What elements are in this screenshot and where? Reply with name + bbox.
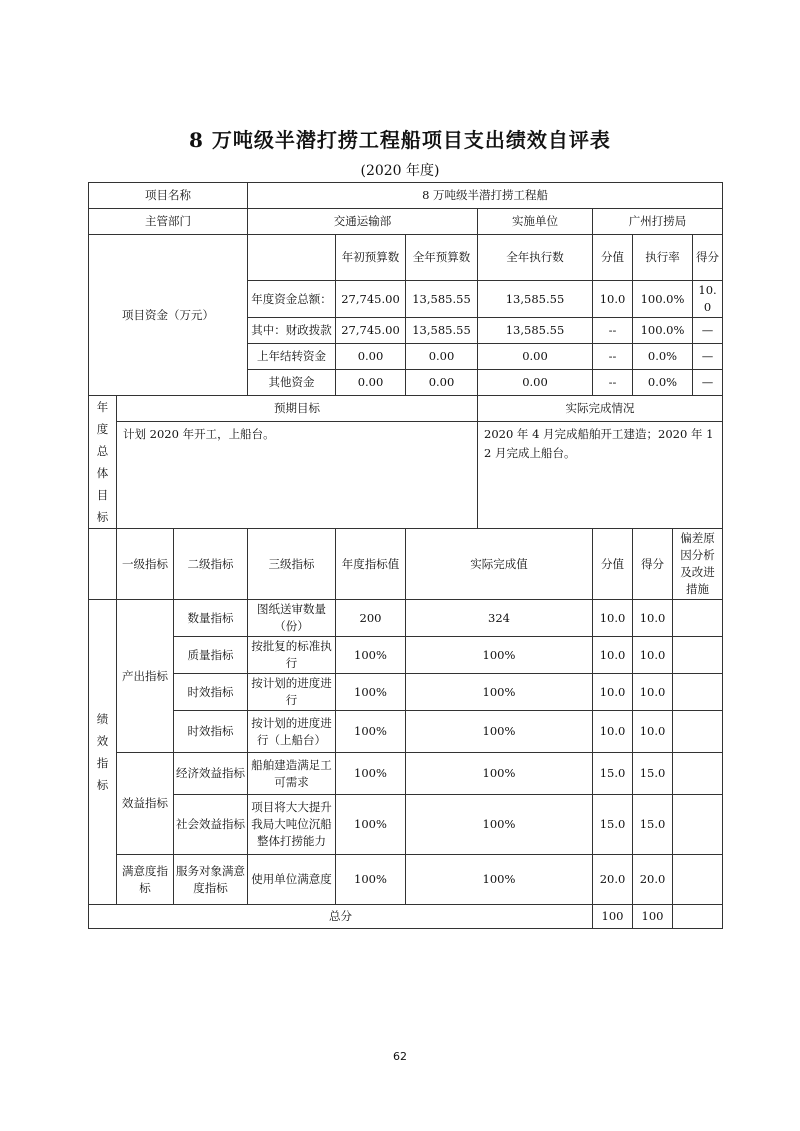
project-name-label: 项目名称 (89, 183, 248, 209)
level1-satisfaction: 满意度指标 (117, 855, 174, 905)
funds-row-annual: 13,585.55 (406, 318, 478, 344)
level1-benefit: 效益指标 (117, 753, 174, 855)
indicator-score: 20.0 (633, 855, 673, 905)
indicator-row (89, 711, 723, 753)
funds-row-rate: 100.0% (633, 281, 693, 318)
funds-row-executed: 0.00 (478, 344, 593, 370)
department-label: 主管部门 (89, 209, 248, 235)
funds-label: 项目资金（万元） (89, 235, 248, 396)
indicator-note (673, 674, 723, 711)
total-note (673, 905, 723, 929)
indicator-level2: 数量指标 (174, 600, 248, 637)
indicator-level3: 船舶建造满足工可需求 (248, 753, 336, 795)
funds-row-score-value: -- (593, 370, 633, 396)
funds-row-name: 年度资金总额： (248, 281, 336, 318)
actual-completion-label: 实际完成情况 (478, 396, 723, 422)
indicator-note (673, 753, 723, 795)
indicator-note (673, 600, 723, 637)
indicator-actual: 100% (406, 637, 593, 674)
indicator-target: 100% (336, 795, 406, 855)
indicator-actual: 100% (406, 711, 593, 753)
header-note: 偏差原因分析及改进措施 (673, 529, 723, 600)
funds-row-rate: 0.0% (633, 344, 693, 370)
indicator-target: 100% (336, 855, 406, 905)
indicator-value: 20.0 (593, 855, 633, 905)
indicator-target: 100% (336, 711, 406, 753)
indicator-score: 10.0 (633, 637, 673, 674)
indicator-value: 10.0 (593, 711, 633, 753)
indicator-actual: 100% (406, 795, 593, 855)
funds-header-row (89, 235, 723, 281)
indicator-level2: 经济效益指标 (174, 753, 248, 795)
indicator-target: 100% (336, 637, 406, 674)
indicator-row (89, 753, 723, 795)
project-name-value: 8 万吨级半潜打捞工程船 (248, 183, 723, 209)
header-value: 分值 (593, 529, 633, 600)
indicator-score: 15.0 (633, 753, 673, 795)
indicator-row (89, 855, 723, 905)
indicators-label: 绩效指标 (89, 600, 117, 905)
funds-row-initial: 27,745.00 (336, 281, 406, 318)
indicator-level3: 按批复的标准执行 (248, 637, 336, 674)
indicator-score: 10.0 (633, 674, 673, 711)
indicator-target: 100% (336, 753, 406, 795)
indicator-actual: 100% (406, 855, 593, 905)
indicator-level3: 图纸送审数量（份） (248, 600, 336, 637)
funds-row-score-value: -- (593, 344, 633, 370)
actual-completion-text: 2020 年 4 月完成船舶开工建造；2020 年 12 月完成上船台。 (478, 421, 723, 528)
funds-row-executed: 0.00 (478, 370, 593, 396)
indicator-value: 15.0 (593, 795, 633, 855)
department-value: 交通运输部 (248, 209, 478, 235)
total-row (89, 905, 723, 929)
header-actual: 实际完成值 (406, 529, 593, 600)
funds-row-executed: 13,585.55 (478, 281, 593, 318)
indicator-actual: 324 (406, 600, 593, 637)
indicator-row (89, 637, 723, 674)
indicator-note (673, 711, 723, 753)
implementing-unit-value: 广州打捞局 (593, 209, 723, 235)
funds-row-score: — (693, 344, 723, 370)
indicators-header-row (89, 529, 723, 600)
funds-header-annual: 全年预算数 (406, 235, 478, 281)
funds-row-score: — (693, 370, 723, 396)
funds-row-rate: 100.0% (633, 318, 693, 344)
funds-row-initial: 27,745.00 (336, 318, 406, 344)
indicator-note (673, 637, 723, 674)
funds-header-rate: 执行率 (633, 235, 693, 281)
funds-row-score-value: 10.0 (593, 281, 633, 318)
funds-row-name: 其他资金 (248, 370, 336, 396)
header-level2: 二级指标 (174, 529, 248, 600)
funds-header-executed: 全年执行数 (478, 235, 593, 281)
indicator-target: 200 (336, 600, 406, 637)
document-title: 8 万吨级半潜打捞工程船项目支出绩效自评表 (189, 128, 611, 152)
indicator-row (89, 600, 723, 637)
indicator-score: 15.0 (633, 795, 673, 855)
implementing-unit-label: 实施单位 (478, 209, 593, 235)
indicator-score: 10.0 (633, 600, 673, 637)
indicator-value: 10.0 (593, 674, 633, 711)
indicator-row (89, 795, 723, 855)
indicator-level2: 时效指标 (174, 674, 248, 711)
indicator-level3: 按计划的进度进行 (248, 674, 336, 711)
indicator-level2: 质量指标 (174, 637, 248, 674)
funds-row-score: 10.0 (693, 281, 723, 318)
indicator-level3: 按计划的进度进行（上船台） (248, 711, 336, 753)
indicator-score: 10.0 (633, 711, 673, 753)
expected-goal-label: 预期目标 (117, 396, 478, 422)
funds-row-initial: 0.00 (336, 370, 406, 396)
expected-goal-text: 计划 2020 年开工，上船台。 (117, 421, 478, 528)
goals-header-row (89, 396, 723, 422)
indicator-level3: 项目将大大提升我局大吨位沉船整体打捞能力 (248, 795, 336, 855)
funds-row-rate: 0.0% (633, 370, 693, 396)
funds-row-name: 上年结转资金 (248, 344, 336, 370)
indicator-actual: 100% (406, 674, 593, 711)
level1-output: 产出指标 (117, 600, 174, 753)
page-number: 62 (393, 1050, 407, 1063)
indicator-value: 10.0 (593, 600, 633, 637)
funds-row-score-value: -- (593, 318, 633, 344)
funds-row-name: 其中：财政拨款 (248, 318, 336, 344)
indicator-target: 100% (336, 674, 406, 711)
header-level3: 三级指标 (248, 529, 336, 600)
funds-header-blank (248, 235, 336, 281)
project-name-row (89, 183, 723, 209)
evaluation-table (88, 182, 723, 929)
funds-row-annual: 0.00 (406, 370, 478, 396)
funds-row-executed: 13,585.55 (478, 318, 593, 344)
indicator-note (673, 795, 723, 855)
funds-row-annual: 0.00 (406, 344, 478, 370)
goals-content-row (89, 421, 723, 528)
total-score: 100 (633, 905, 673, 929)
header-score: 得分 (633, 529, 673, 600)
indicator-row (89, 674, 723, 711)
indicator-value: 10.0 (593, 637, 633, 674)
header-target: 年度指标值 (336, 529, 406, 600)
funds-row-annual: 13,585.55 (406, 281, 478, 318)
department-row (89, 209, 723, 235)
total-label: 总分 (89, 905, 593, 929)
indicator-level2: 服务对象满意度指标 (174, 855, 248, 905)
funds-header-score: 得分 (693, 235, 723, 281)
goals-label: 年度总体目标 (89, 396, 117, 529)
header-level1: 一级指标 (117, 529, 174, 600)
total-value: 100 (593, 905, 633, 929)
funds-row-score: — (693, 318, 723, 344)
funds-header-score-value: 分值 (593, 235, 633, 281)
indicator-actual: 100% (406, 753, 593, 795)
funds-row-initial: 0.00 (336, 344, 406, 370)
funds-header-initial: 年初预算数 (336, 235, 406, 281)
indicator-level2: 时效指标 (174, 711, 248, 753)
indicator-level2: 社会效益指标 (174, 795, 248, 855)
indicator-value: 15.0 (593, 753, 633, 795)
indicator-level3: 使用单位满意度 (248, 855, 336, 905)
indicator-note (673, 855, 723, 905)
indicators-header-blank (89, 529, 117, 600)
document-year: (2020 年度) (360, 163, 440, 179)
